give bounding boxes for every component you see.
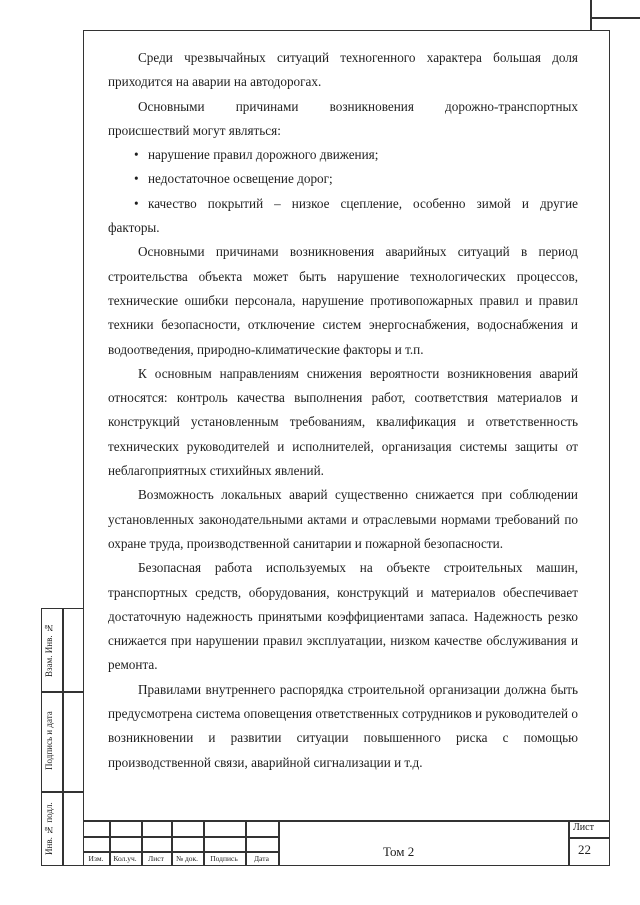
bullet-item: • недостаточное освещение дорог; [108,167,578,191]
header-signature: Подпись [210,854,238,863]
strip-divider [62,609,64,865]
paragraph-6: Безопасная работа используемых на объекте строительных машин, транспортных средств, оборудования, конструкций и материалов обеспечивает достаточную надежность принятыми коэффициентами запаса. Надежность резко снижается при нарушении правил эксплуатации, низком качестве обслуживания и ремонта. [108,560,578,673]
binding-strip [41,608,83,866]
document-body [108,46,578,775]
corner-line-horizontal [590,17,640,19]
header-izm: Изм. [88,854,104,863]
paragraph-5: Возможность локальных аварий существенно снижается при соблюдении установленных законодательными актами и отраслевыми нормами требований по охране труда, производственной санитарии и пожарной безопасности. [108,487,578,551]
paragraph-4: К основным направлениям снижения вероятности возникновения аварий относятся: контроль качества выполнения работ, соответствия материалов и конструкций установленным требованиям, квалификация и ответственность технических руководителей и исполнителей, организация системы защиты от неблагоприятных стихийных явлений. [108,365,578,479]
inv-podl-label: Инв. № подл. [44,802,54,856]
revision-table [83,820,278,866]
header-kol-uch: Кол.уч. [113,854,137,863]
header-date: Дата [254,854,269,863]
sheet-label: Лист [573,822,594,833]
corner-line-vertical [590,0,592,30]
bullet-item: • качество покрытий – низкое сцепление, особенно зимой и другие [108,192,578,216]
volume-title: Том 2 [383,844,415,859]
page-number: 22 [578,842,591,857]
bullet-continuation: факторы. [108,220,160,236]
bullet-icon: • [134,147,139,163]
title-block-divider [278,820,280,866]
paragraph-3: Основными причинами возникновения аварийных ситуаций в период строительства объекта может быть нарушение технологических процессов, технические ошибки персонала, нарушение противопожарных правил и правил техники безопасности, отключение систем энергоснабжения, водоснабжения и водоотведения, природно-климатические факторы и т.п. [108,244,578,357]
sheet-column-divider [568,820,570,866]
bullet-icon: • [134,171,139,187]
paragraph-2: Основными причинами возникновения дорожно-транспортных происшествий могут являться: [108,98,578,138]
bullet-item: • нарушение правил дорожного движения; [108,143,578,167]
revision-row-line [83,836,278,838]
revision-row-line [83,851,278,853]
header-doc-num: № док. [175,854,199,863]
vzam-inv-label: Взам. Инв. № [44,623,54,677]
paragraph-1: Среди чрезвычайных ситуаций техногенного характера большая доля приходится на аварии на автодорогах. [108,50,578,90]
sheet-row-divider [568,837,610,839]
paragraph-7: Правилами внутреннего распорядка строительной организации должна быть предусмотрена система оповещения ответственных сотрудников и руководителей о возникновении и развитии ситуации повышенного риска с помощью производственной связи, аварийной сигнализации и т.д. [108,681,578,770]
podpis-data-label: Подпись и дата [44,711,54,771]
title-block [83,820,610,866]
header-list: Лист [148,854,164,863]
bullet-icon: • [134,195,139,211]
